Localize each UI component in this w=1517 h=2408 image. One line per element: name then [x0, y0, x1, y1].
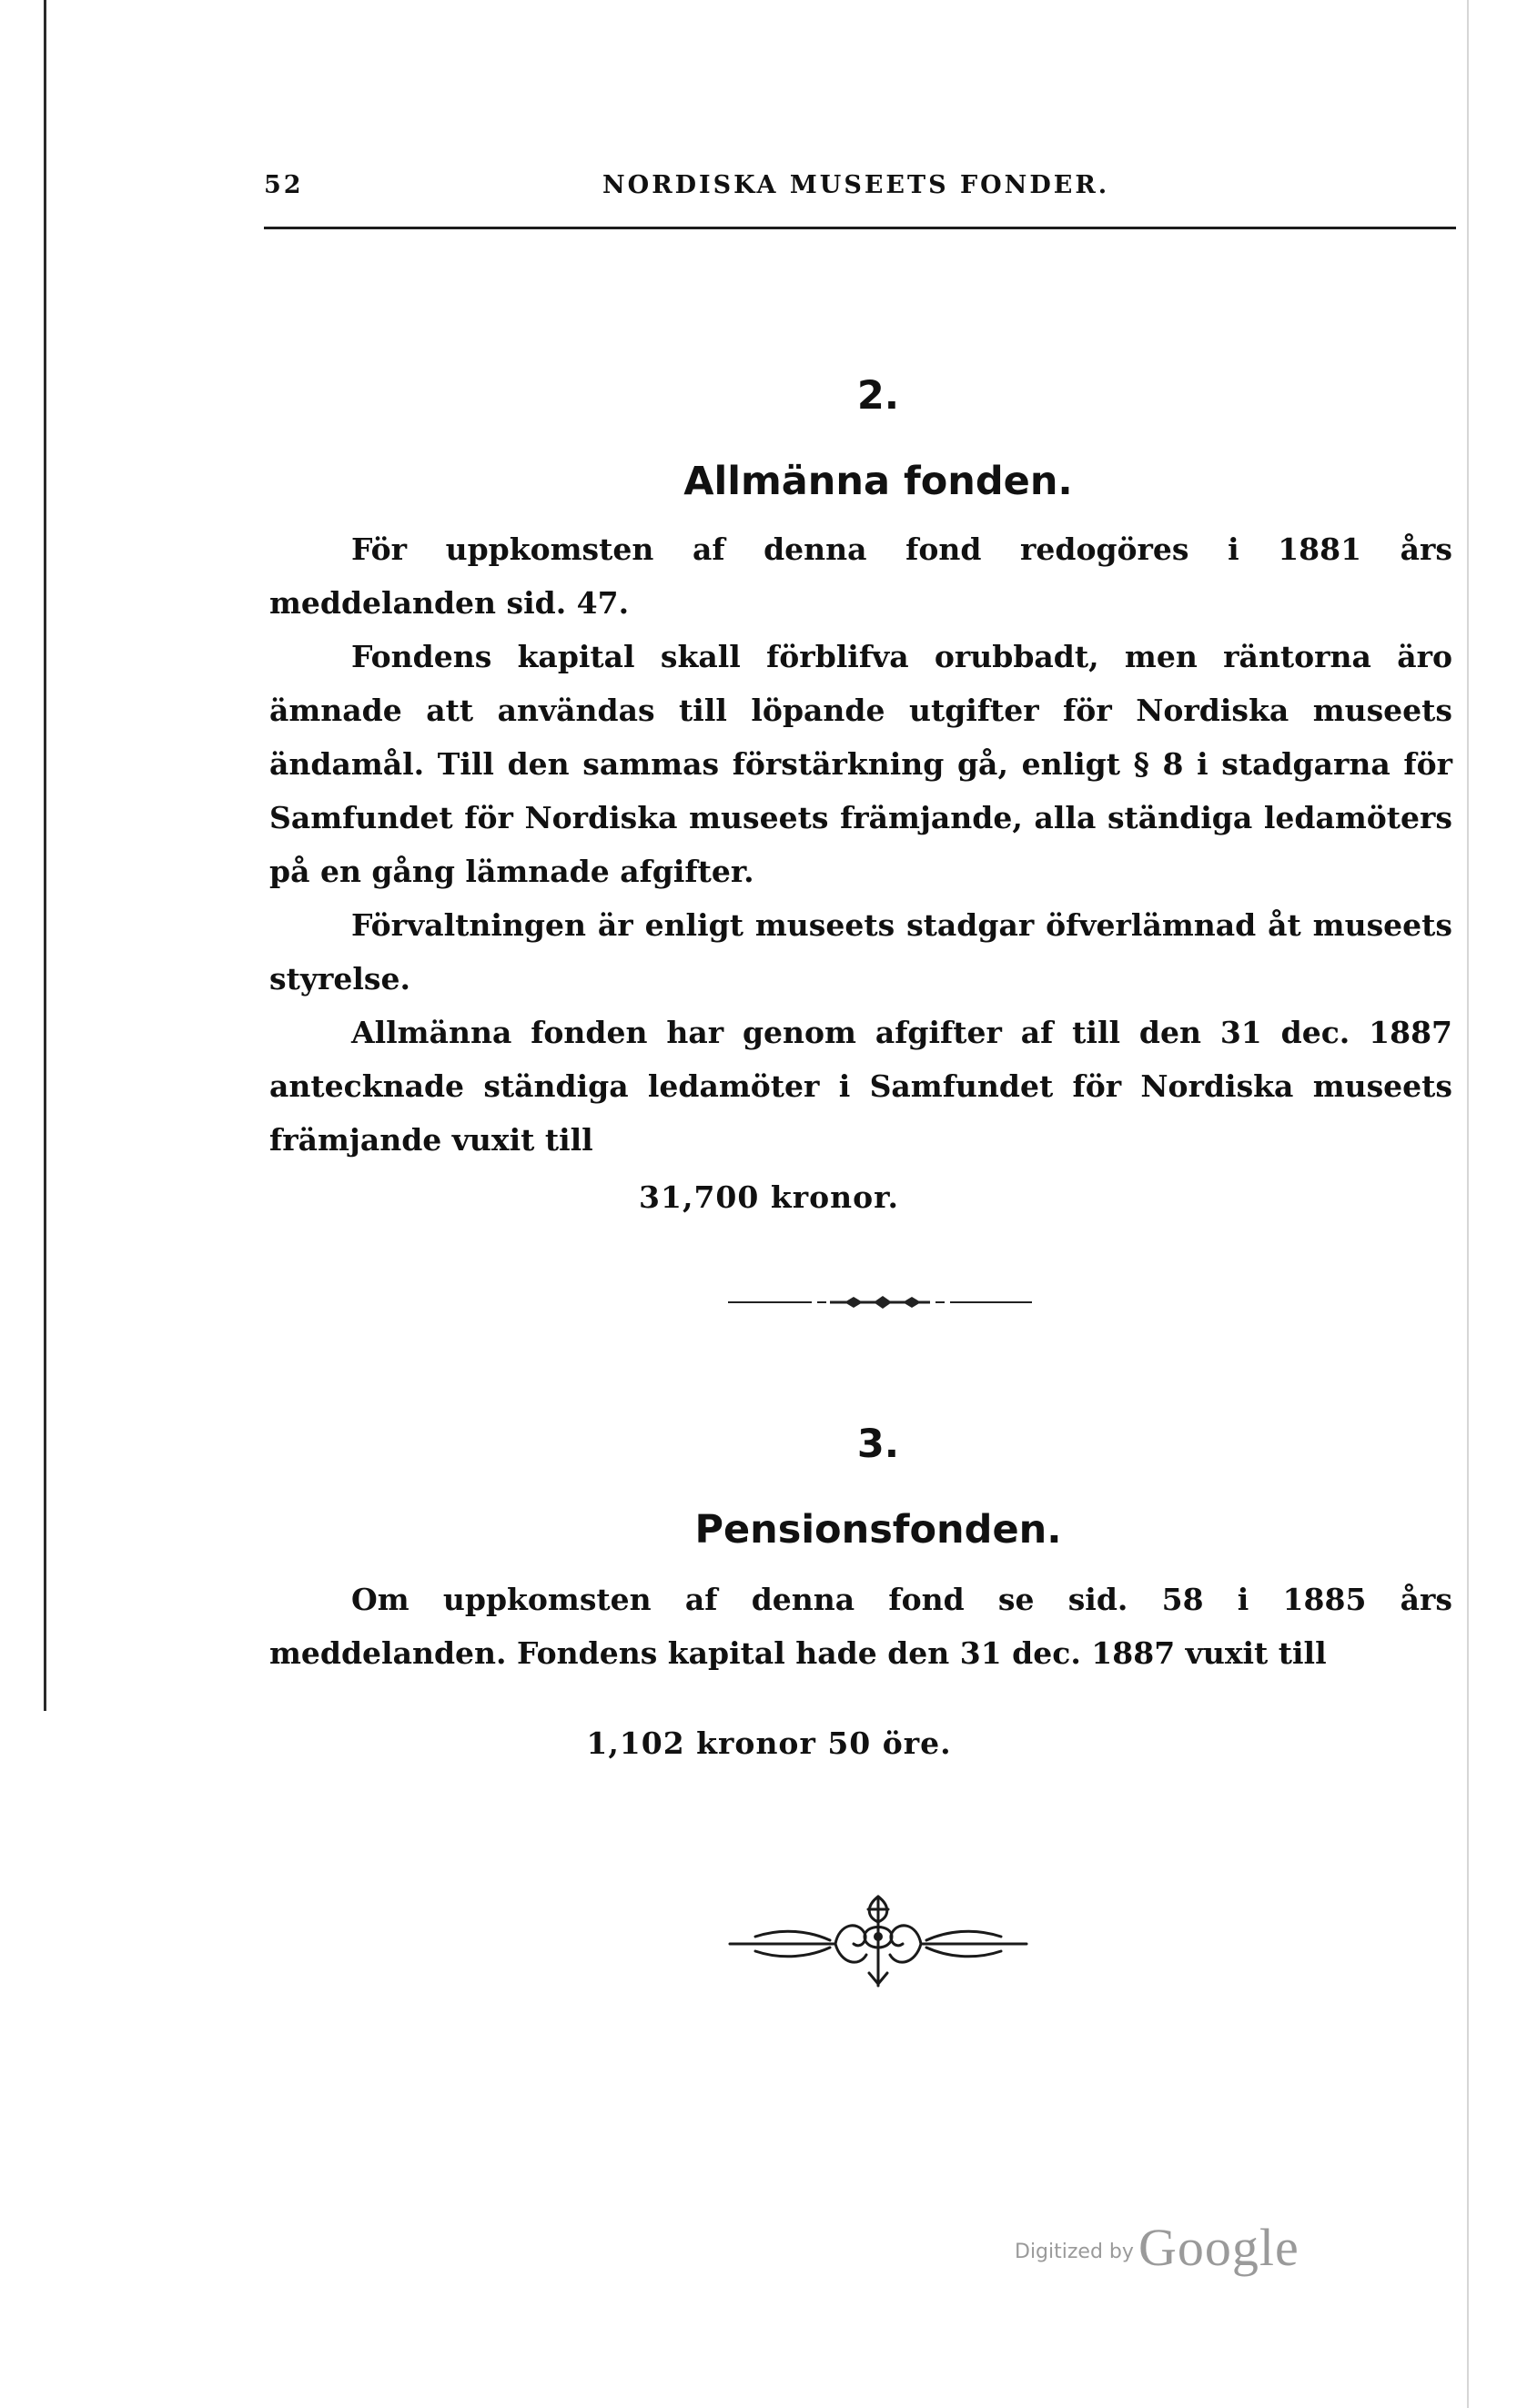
section-title: Allmänna fonden.	[683, 459, 1073, 504]
watermark-prefix: Digitized by	[1015, 2241, 1134, 2263]
paragraph: Fondens kapital skall förblifva orubbadt, men räntorna äro ämnade att användas till löpande utgifter för Nordiska museets ändamål. Till den sammas förstärkning gå, enligt § 8 i stadgarna för Samfundet för Nordiska museets främjande, alla ständiga ledamöters på en gång lämnade afgifter.	[269, 639, 1452, 889]
digitized-by-google-watermark	[1015, 2217, 1300, 2281]
section-body	[269, 1573, 1452, 1680]
page-number: 52	[264, 171, 304, 199]
section-title: Pensionsfonden.	[694, 1507, 1062, 1553]
watermark-brand: Google	[1138, 2218, 1300, 2277]
section-number: 3.	[856, 1422, 900, 1467]
section-body	[269, 522, 1452, 1167]
fleuron-ornament-icon	[728, 1884, 1028, 1993]
section-number: 2.	[856, 373, 900, 419]
separator-rule-icon	[728, 1292, 1032, 1312]
paragraph: För uppkomsten af denna fond redogöres i 1881 års meddelanden sid. 47.	[269, 531, 1452, 621]
paragraph: Om uppkomsten af denna fond se sid. 58 i 1885 års meddelanden. Fondens kapital hade den 31 dec. 1887 vuxit till	[269, 1582, 1452, 1671]
page-header	[264, 171, 1456, 211]
fund-amount: 31,700 kronor.	[639, 1179, 899, 1215]
header-rule	[264, 227, 1456, 229]
paragraph: Allmänna fonden har genom afgifter af till den 31 dec. 1887 antecknade ständiga ledamöter i Samfundet för Nordiska museets främjande vuxit till	[269, 1015, 1452, 1158]
running-title: NORDISKA MUSEETS FONDER.	[602, 171, 1110, 199]
paragraph: Förvaltningen är enligt museets stadgar öfverlämnad åt museets styrelse.	[269, 907, 1452, 997]
fund-amount: 1,102 kronor 50 öre.	[586, 1725, 952, 1761]
